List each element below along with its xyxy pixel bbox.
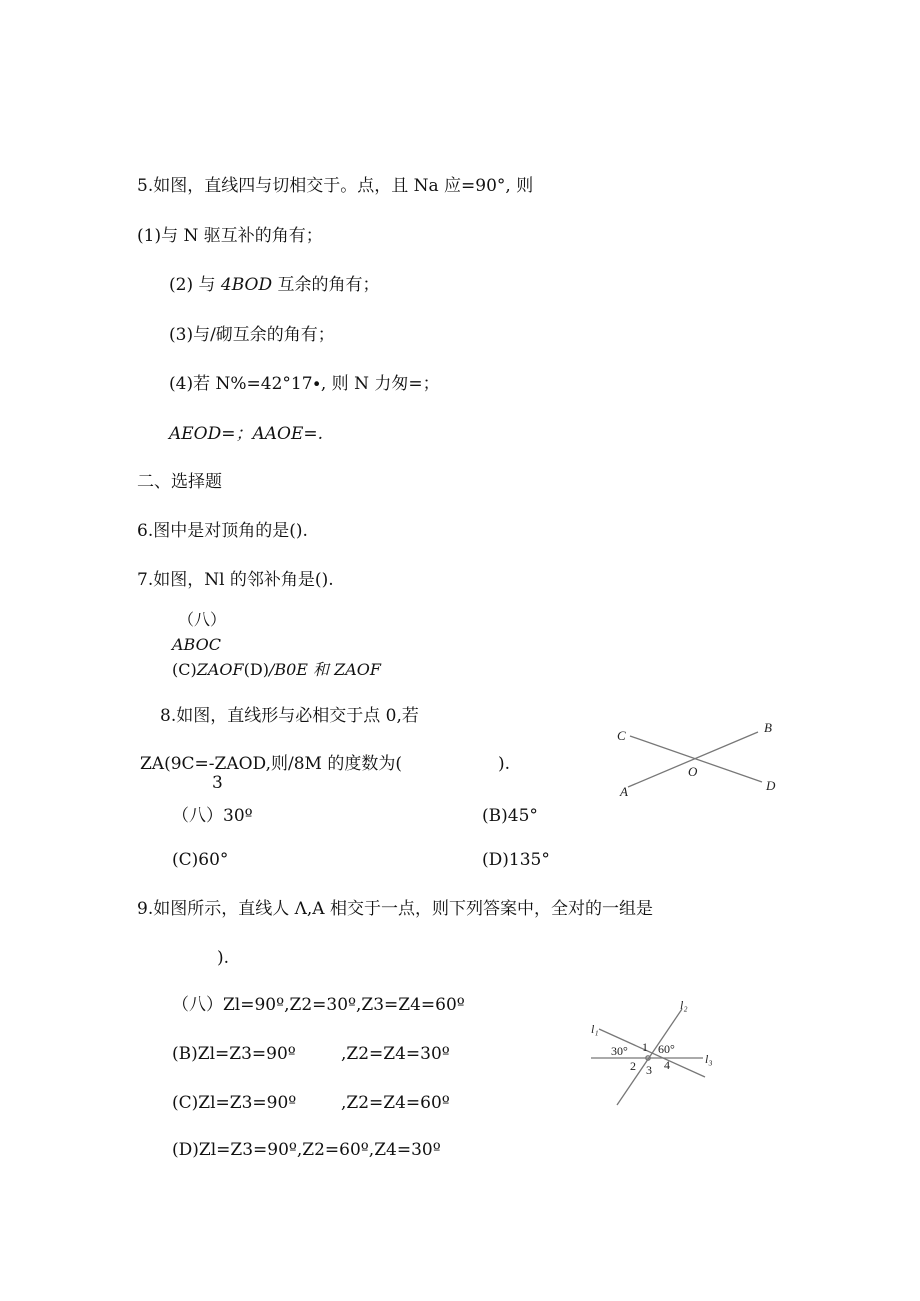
q7-option-a-text: ABOC [172, 635, 221, 654]
q8-label-b: B [764, 720, 772, 735]
q5-part-1: (1)与 N 驱互补的角有； [137, 226, 323, 246]
q8-line-2-end: ). [498, 754, 511, 774]
q8-label-o: O [688, 764, 698, 779]
q6-stem: 6.图中是对顶角的是(). [137, 521, 308, 541]
q9-figure [585, 995, 725, 1110]
q5-part-5: AEOD=；AAOE=. [169, 424, 324, 444]
q9-option-c-part1: (C)Zl=Z3=90º [172, 1093, 297, 1113]
q9-label-angle-3: 3 [646, 1063, 652, 1077]
q9-label-l1: l₁ [591, 1022, 599, 1036]
section-heading: 二、选择题 [137, 472, 222, 492]
q5-part-4: (4)若 N%=42°17∙, 则 N 力匆=； [169, 374, 440, 394]
q8-option-b: (B)45° [482, 806, 538, 826]
q5-part-2-suffix: 互余的角有； [272, 275, 380, 295]
q9-label-angle-2: 2 [630, 1059, 636, 1073]
q9-label-angle-1: 1 [642, 1040, 648, 1054]
q8-option-c: (C)60° [172, 850, 229, 870]
q9-stem: 9.如图所示，直线人 Λ,A 相交于一点，则下列答案中，全对的一组是 [137, 899, 653, 919]
q8-label-d: D [766, 778, 776, 793]
q5-part-2-prefix: (2) 与 [169, 275, 221, 295]
q9-label-60deg: 60° [658, 1042, 675, 1056]
q7-option-c-label: (C) [172, 660, 197, 679]
q8-stem: 8.如图，直线形与必相交于点 0,若 [160, 706, 419, 726]
q5-part-2 [169, 275, 380, 295]
q8-option-a: （八）30º [172, 806, 253, 826]
q8-label-c: C [617, 728, 626, 743]
q8-option-d: (D)135° [482, 850, 550, 870]
q8-figure [600, 712, 800, 802]
q5-part-3: (3)与/砌互余的角有； [169, 325, 335, 345]
q9-option-c-part2: ,Z2=Z4=60º [341, 1093, 450, 1113]
q7-option-d-label: (D) [243, 660, 269, 679]
q5-stem: 5.如图，直线四与切相交于。点，且 Na 应=90°, 则 [137, 176, 534, 196]
q5-part-2-angle: 4BOD [220, 275, 273, 295]
q8-label-a: A [620, 784, 628, 799]
q7-stem: 7.如图，Nl 的邻补角是(). [137, 570, 334, 590]
q9-option-a: （八）Zl=90º,Z2=30º,Z3=Z4=60º [172, 995, 465, 1015]
q8-line-2: ZA(9C=-ZAOD,则/8M 的度数为( [140, 754, 402, 774]
q9-stem-close: ). [217, 948, 230, 968]
q7-options-c-d [172, 660, 381, 679]
q9-label-l2: l₂ [680, 998, 688, 1012]
q9-label-l3: l₃ [705, 1052, 713, 1066]
q7-option-a: （八） [178, 610, 227, 629]
q9-label-30deg: 30° [611, 1044, 628, 1058]
q8-fraction-denominator: 3 [212, 773, 223, 793]
q9-option-d: (D)Zl=Z3=90º,Z2=60º,Z4=30º [172, 1140, 441, 1160]
q7-option-c-text: ZAOF [196, 660, 244, 679]
q9-option-b-part1: (B)Zl=Z3=90º [172, 1044, 296, 1064]
q9-label-angle-4: 4 [664, 1058, 670, 1072]
q7-option-d-text: /B0E 和 ZAOF [268, 660, 382, 679]
q9-option-b-part2: ,Z2=Z4=30º [341, 1044, 450, 1064]
